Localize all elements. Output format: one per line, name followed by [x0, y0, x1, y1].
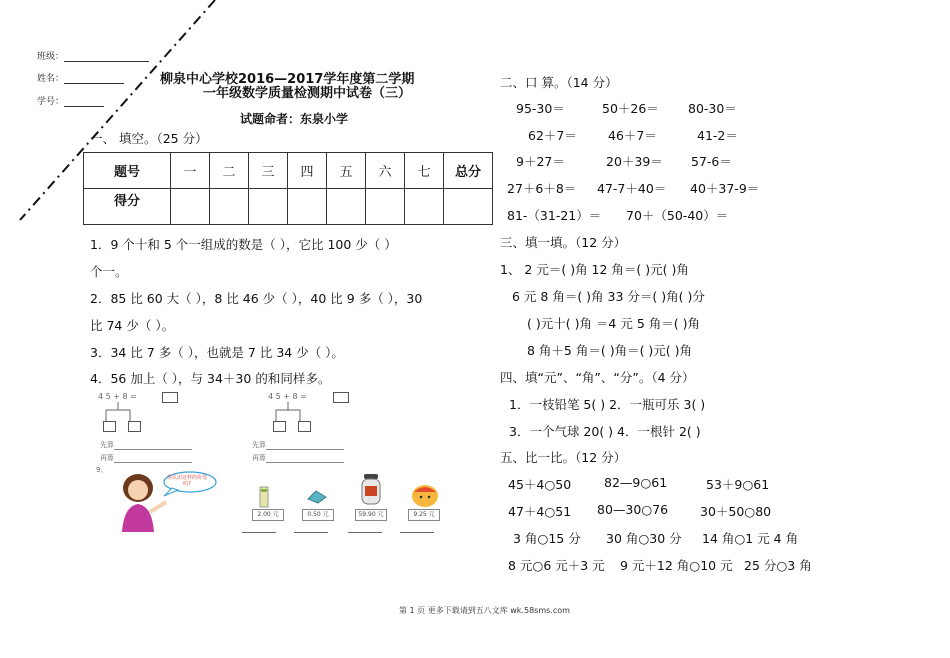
- oral-calc-item: 47-7＋40＝: [597, 181, 667, 196]
- score-cell[interactable]: [171, 189, 210, 225]
- compare-item: 9 元＋12 角○10 元: [620, 558, 733, 573]
- id-field: 学号：: [37, 94, 104, 107]
- answer-line[interactable]: [242, 532, 276, 533]
- oral-calc-item: 46＋7＝: [608, 128, 657, 143]
- table-header-cell: 三: [249, 153, 288, 189]
- oral-calc-item: 80-30＝: [688, 101, 737, 116]
- section4-heading: 四、填“元”、“角”、“分”。（4 分）: [500, 370, 695, 385]
- price-tag: 0.50 元: [302, 509, 334, 521]
- score-cell[interactable]: [288, 189, 327, 225]
- oral-calc-item: 9＋27＝: [516, 154, 565, 169]
- then-calc-label: 再算: [252, 453, 344, 463]
- oral-calc-item: 50＋26＝: [602, 101, 659, 116]
- compare-item: 14 角○1 元 4 角: [702, 531, 799, 546]
- compare-item: 47＋4○51: [508, 504, 572, 519]
- answer-box[interactable]: [128, 421, 141, 432]
- score-row-label: 得分: [84, 189, 171, 225]
- fill-line: ( )元十( )角 ＝4 元 5 角＝( )角: [527, 316, 700, 331]
- compare-item: 82—9○61: [604, 475, 668, 490]
- score-table: [83, 152, 493, 225]
- score-cell[interactable]: [210, 189, 249, 225]
- then-calc-label: 再算: [100, 453, 192, 463]
- section3-heading: 三、填一填。（12 分）: [500, 235, 627, 250]
- question-2-line1: 2．85 比 60 大（ ），8 比 46 少（ ），40 比 9 多（ ），30: [90, 291, 423, 306]
- answer-box[interactable]: [333, 392, 349, 403]
- oral-calc-item: 40＋37-9＝: [690, 181, 760, 196]
- oral-calc-item: 95-30＝: [516, 101, 565, 116]
- score-cell[interactable]: [444, 189, 493, 225]
- section2-heading: 二、口 算。（14 分）: [500, 75, 618, 90]
- fill-line: 1、 2 元＝( )角 12 角＝( )元( )角: [500, 262, 689, 277]
- oral-calc-item: 81-（31-21）＝: [507, 208, 602, 223]
- oral-calc-item: 41-2＝: [697, 128, 738, 143]
- question-3: 3．34 比 7 多（ ），也就是 7 比 34 少（ ）。: [90, 345, 344, 360]
- compare-item: 45＋4○50: [508, 477, 572, 492]
- question-1-line2: 个一。: [90, 264, 128, 279]
- answer-line[interactable]: [348, 532, 382, 533]
- diagram-expr-left: 4 5 + 8 =: [98, 392, 137, 401]
- first-calc-label: 先算: [252, 440, 344, 450]
- table-header-cell: 六: [366, 153, 405, 189]
- price-tag: 59.90 元: [355, 509, 387, 521]
- oral-calc-item: 27＋6＋8＝: [507, 181, 577, 196]
- name-field: 姓名：: [37, 71, 124, 84]
- answer-line[interactable]: [294, 532, 328, 533]
- table-header-cell: 七: [405, 153, 444, 189]
- oral-calc-item: 57-6＝: [691, 154, 732, 169]
- score-cell[interactable]: [405, 189, 444, 225]
- oral-calc-item: 62＋7＝: [528, 128, 577, 143]
- table-row: [84, 153, 493, 189]
- speech-bubble-text: 你认识这样的价签吗?: [166, 475, 207, 487]
- class-field: 班级：: [37, 49, 149, 62]
- unit-line: 3．一个气球 20( ) 4．一根针 2( ): [509, 424, 701, 439]
- question-4: 4．56 加上（ ），与 34＋30 的和同样多。: [90, 371, 331, 386]
- thermos-icon: [358, 470, 384, 506]
- answer-box[interactable]: [298, 421, 311, 432]
- table-header-cell: 一: [171, 153, 210, 189]
- oral-calc-item: 20＋39＝: [606, 154, 663, 169]
- exam-title-line2: 一年级数学质量检测期中试卷（三）: [203, 86, 412, 101]
- answer-line[interactable]: [400, 532, 434, 533]
- table-header-cell: 二: [210, 153, 249, 189]
- question-2-line2: 比 74 少（ ）。: [90, 318, 175, 333]
- fill-line: 6 元 8 角＝( )角 33 分＝( )角( )分: [512, 289, 705, 304]
- price-tag: 2.00 元: [252, 509, 284, 521]
- answer-box[interactable]: [162, 392, 178, 403]
- question-9-label: 9、: [96, 466, 108, 474]
- compare-item: 25 分○3 角: [744, 558, 812, 573]
- exam-title-line1: 柳泉中心学校2016—2017学年度第二学期: [160, 72, 415, 87]
- fill-line: 8 角＋5 角＝( )角＝( )元( )角: [527, 343, 693, 358]
- section5-heading: 五、比一比。（12 分）: [500, 450, 627, 465]
- compare-item: 30＋50○80: [700, 504, 772, 519]
- eraser-icon: [306, 487, 328, 505]
- table-header-cell: 五: [327, 153, 366, 189]
- pencil-box-icon: [257, 485, 271, 509]
- question-1-line1: 1．9 个十和 5 个一组成的数是（ ），它比 100 少（ ）: [90, 237, 397, 252]
- cake-icon: [410, 482, 440, 508]
- diagram-expr-right: 4 5 + 8 =: [268, 392, 307, 401]
- oral-calc-item: 70＋（50-40）＝: [626, 208, 729, 223]
- score-cell[interactable]: [327, 189, 366, 225]
- score-cell[interactable]: [249, 189, 288, 225]
- table-header-cell: 总分: [444, 153, 493, 189]
- section1-heading: 一、 填空。（25 分）: [90, 131, 208, 146]
- compare-item: 8 元○6 元＋3 元: [508, 558, 605, 573]
- table-header-cell: 题号: [84, 153, 171, 189]
- compare-item: 3 角○15 分: [513, 531, 581, 546]
- compare-item: 53＋9○61: [706, 477, 770, 492]
- answer-box[interactable]: [273, 421, 286, 432]
- table-row: [84, 189, 493, 225]
- compare-item: 80—30○76: [597, 502, 669, 517]
- unit-line: 1．一枝铅笔 5( ) 2．一瓶可乐 3( ): [509, 397, 706, 412]
- answer-box[interactable]: [103, 421, 116, 432]
- exam-author: 试题命者：东泉小学: [240, 112, 349, 126]
- table-header-cell: 四: [288, 153, 327, 189]
- page-footer: 第 1 页 更多下载请到五八文库 wk.58sms.com: [399, 606, 570, 615]
- first-calc-label: 先算: [100, 440, 192, 450]
- compare-item: 30 角○30 分: [606, 531, 682, 546]
- price-tag: 9.25 元: [408, 509, 440, 521]
- score-cell[interactable]: [366, 189, 405, 225]
